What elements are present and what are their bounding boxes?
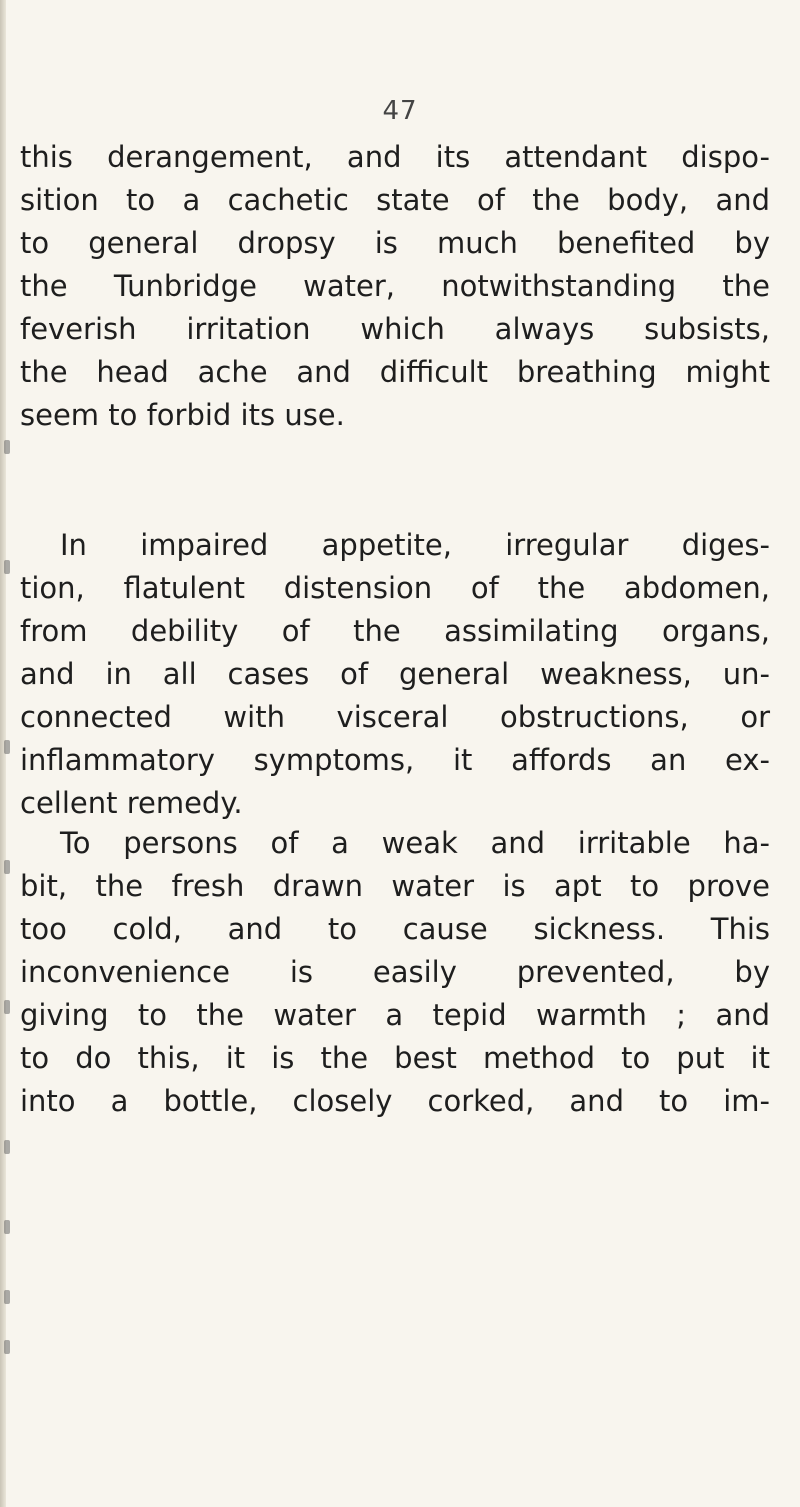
text-line: from debility of the assimilating organs, [20,614,770,648]
paragraph-2 [20,524,770,825]
text-line: To persons of a weak and irritable ha- [60,826,770,860]
text-line: connected with visceral obstructions, or [20,700,770,734]
text-line: inconvenience is easily prevented, by [20,955,770,989]
text-line: bit, the fresh drawn water is apt to prove [20,869,770,903]
gutter-binding-marks [4,440,14,1500]
text-line: too cold, and to cause sickness. This [20,912,770,946]
text-line: feverish irritation which always subsists, [20,312,770,346]
text-line: this derangement, and its attendant dispo- [20,140,770,174]
paragraph-3 [20,822,770,1123]
page-number: 47 [382,96,418,126]
paragraph-1 [20,136,770,437]
text-line: the Tunbridge water, notwithstanding the [20,269,770,303]
text-line: to do this, it is the best method to put it [20,1041,770,1075]
text-line: tion, flatulent distension of the abdomen, [20,571,770,605]
text-line: cellent remedy. [20,786,243,820]
text-line: to general dropsy is much benefited by [20,226,770,260]
text-line: and in all cases of general weakness, un- [20,657,770,691]
text-line: giving to the water a tepid warmth ; and [20,998,770,1032]
text-line: sition to a cachetic state of the body, and [20,183,770,217]
text-line: into a bottle, closely corked, and to im- [20,1084,770,1118]
text-line: inflammatory symptoms, it affords an ex- [20,743,770,777]
text-line: seem to forbid its use. [20,398,345,432]
text-line: In impaired appetite, irregular diges- [60,528,770,562]
text-line: the head ache and difficult breathing might [20,355,770,389]
